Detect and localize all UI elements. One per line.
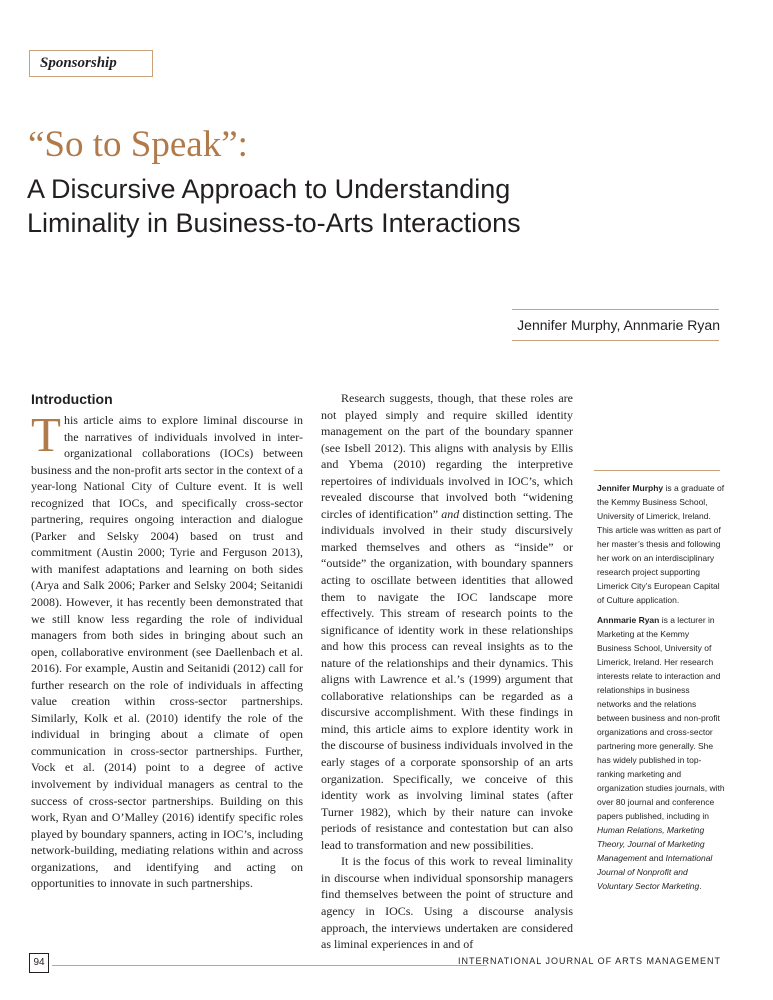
- bio-journals: Human Relations, Marketing Theory, Journal of Marketing Management: [597, 825, 705, 863]
- intro-paragraph-1: [31, 407, 303, 892]
- article-subtitle: A Discursive Approach to Understanding Liminality in Business-to-Arts Interactions: [27, 174, 521, 238]
- authors: Jennifer Murphy, Annmarie Ryan: [517, 317, 720, 333]
- bio-murphy: [597, 481, 725, 607]
- intro-paragraph-3: It is the focus of this work to reveal liminality in discourse when individual sponsorship managers find themselves between the point of structure and agency in IOCs. Using a discourse analysis approach, the interviews undertaken are considered as liminal experiences in and of: [321, 854, 573, 952]
- bio-text: is a graduate of the Kemmy Business School, University of Limerick, Ireland. This article was written as part of her master’s thesis and following her work on an interdisciplinary research project supporting Limerick City’s European Capital of Culture application.: [597, 483, 725, 605]
- journal-name: INTERNATIONAL JOURNAL OF ARTS MANAGEMENT: [457, 956, 721, 966]
- article-title: “So to Speak”:: [28, 124, 248, 165]
- bio-ryan: [597, 613, 725, 893]
- intro-paragraph-1-text: his article aims to explore liminal discourse in the narratives of individuals involved in inter-organizational collaborations (IOCs) between business and the non-profit arts sector in the context of a year-long National City of Culture event. It is well recognized that IOCs, and specifically cross-sector partnering, requires ongoing interaction and dialogue (Parker and Selsky 2004) based on trust and commitment (Austin 2000; Tyrie and Ferguson 2013), with manifest adaptations and learning on both sides (Arya and Salk 2006; Parker and Selsky 2004; Seitanidi 2008). However, it has recently been demonstrated that we still know less regarding the role of individual managers from both sides in bringing about such an open, collaborative environment (see Daellenbach et al. 2016). For example, Austin and Seitanidi (2012) call for further research on the role of individuals in affecting value creation within cross-sector partnerships. Similarly, Kolk et al. (2010) identify the role of the individual in bringing about a climate of open communication in cross-sector partnerships. Further, Vock et al. (2014) point to a degree of active involvement by individual managers as central to the success of cross-sector partnerships. Building on this work, Ryan and O’Malley (2016) identify specific roles played by boundary spanners, acting in IOC’s, including network-building, mediating relations within and across organizations, and identifying and acting on opportunities to innovate in such partnerships.: [31, 413, 303, 891]
- footer-rule: [52, 965, 487, 966]
- bio-name: Jennifer Murphy: [597, 483, 664, 493]
- intro-paragraph-2: [321, 390, 573, 853]
- bio-text: and: [646, 853, 666, 863]
- section-heading-introduction: Introduction: [31, 391, 113, 407]
- page-number: 94: [29, 953, 49, 973]
- bio-text: .: [699, 881, 702, 891]
- author-rule-bottom: [512, 340, 719, 341]
- emphasis-text: and: [441, 506, 460, 521]
- author-bios: [597, 481, 725, 899]
- section-tag: Sponsorship: [29, 50, 153, 77]
- author-rule-top: [512, 309, 719, 310]
- body-column-1: [31, 407, 303, 892]
- body-column-2: [321, 390, 573, 953]
- drop-cap: T: [31, 407, 61, 462]
- paragraph-text: distinction setting. The individuals involved in their study discursively marked themselves and others as “inside” or “outside” the organization, with boundary spanners acting to oscillate between identities that allowed them to navigate the IOC landscape more effectively. This stream of research points to the significance of identity work in these relationships and how this process can reveal insights as to the nature of the relationships and their dynamics. This aligns with Lawrence et al.’s (1999) argument that collaborative relationships can be regarded as a discursive accomplishment. With these findings in mind, this article aims to explore identity work in the discourse of business individuals involved in the early stages of a corporate sponsorship of an arts organization. Specifically, we conceive of this identity work as involving liminal states (after Turner 1982), which by their nature can invoke periods of resistance and contestation but can also lead to transformation and new possibilities.: [321, 506, 573, 852]
- bio-name: Annmarie Ryan: [597, 615, 660, 625]
- sidebar-rule: [594, 470, 720, 471]
- paragraph-text: Research suggests, though, that these roles are not played simply and require skilled identity management on the part of the boundary spanner (see Isbell 2012). This aligns with analysis by Ellis and Ybema (2010) regarding the interpretive repertoires of individuals involved in IOC’s, which revealed discourse that involved both “widening circles of identification”: [321, 391, 573, 521]
- bio-journal-last: International Journal of Nonprofit and Voluntary Sector Marketing: [597, 853, 713, 891]
- bio-text: is a lecturer in Marketing at the Kemmy Business School, University of Limerick, Ireland. Her research interests relate to interaction and relationships in business networks and the relations between business and non-profit organizations and cross-sector partnering more generally. She has widely published in top-ranking marketing and organization studies journals, with over 80 journal and conference papers published, including in: [597, 615, 725, 821]
